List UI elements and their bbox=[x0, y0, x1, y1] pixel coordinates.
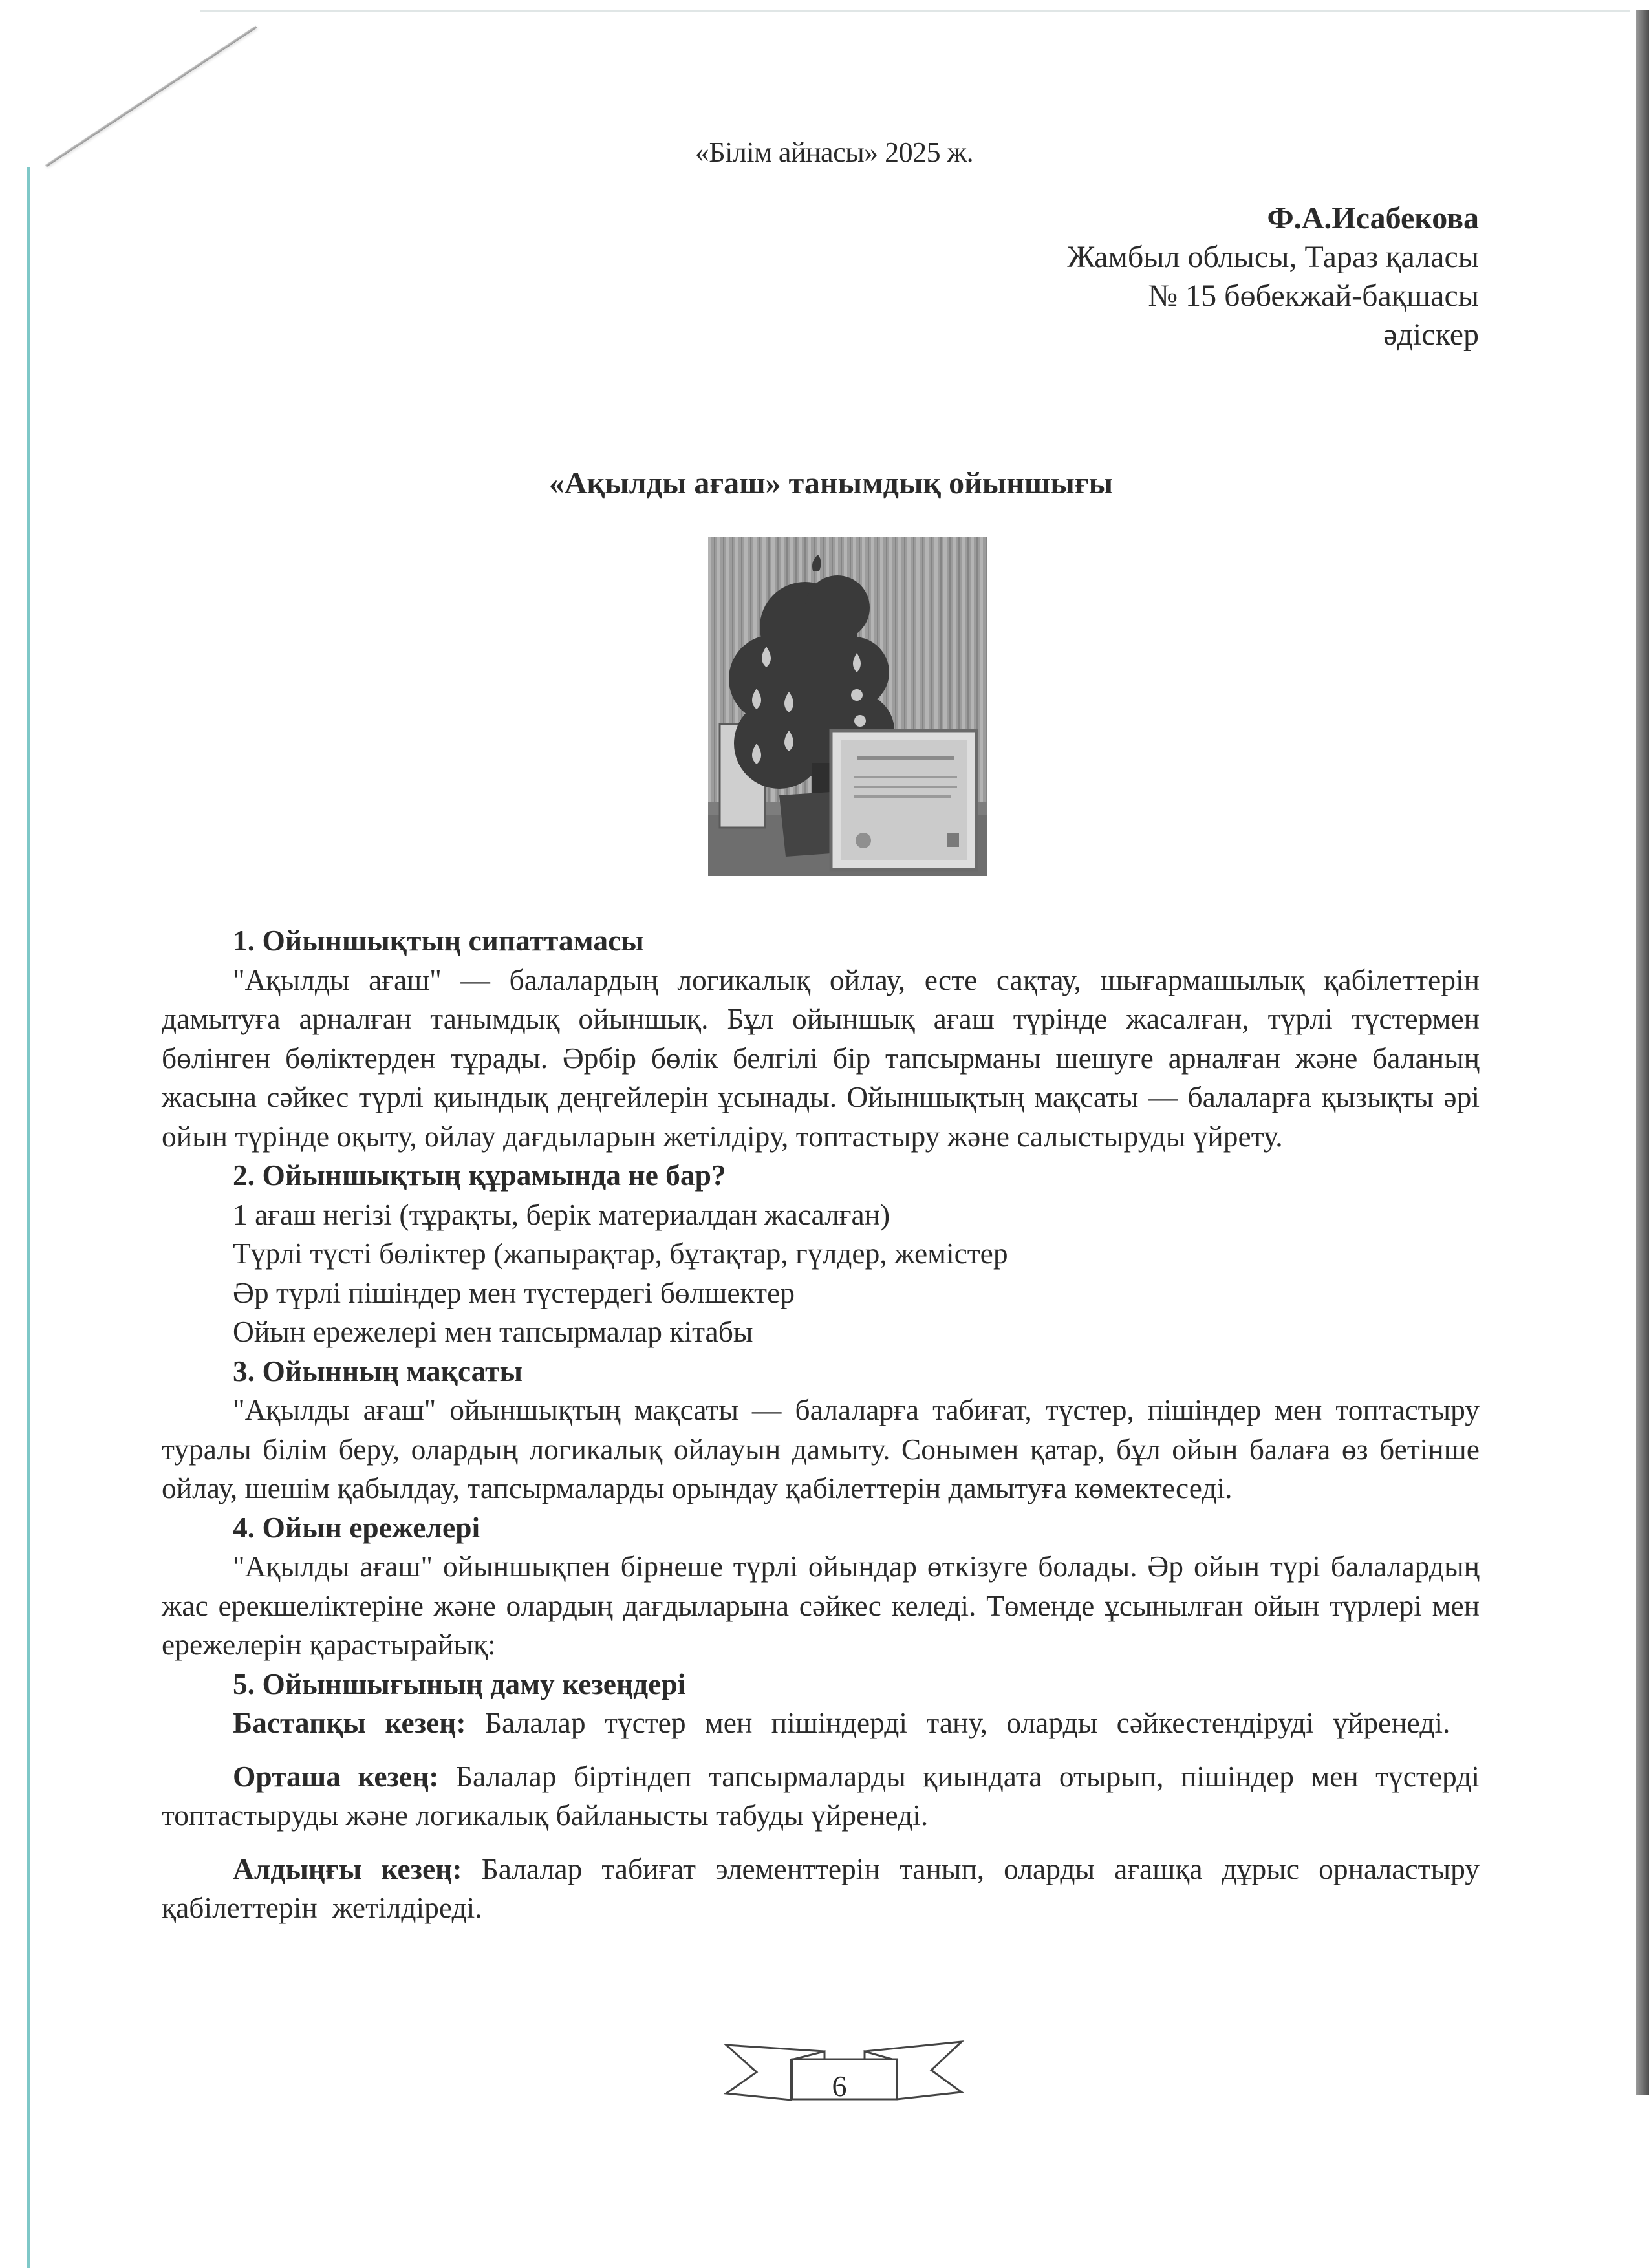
article-body bbox=[162, 921, 1480, 1928]
stage-label: Орташа кезең: bbox=[233, 1759, 439, 1793]
stage-label: Алдыңғы кезең: bbox=[233, 1852, 462, 1885]
scan-right-shadow bbox=[1636, 10, 1649, 2095]
author-region: Жамбыл облысы, Тараз қаласы bbox=[1067, 240, 1479, 274]
section-1-heading: 1. Ойыншықтың сипаттамасы bbox=[233, 924, 644, 957]
page-number: 6 bbox=[832, 2070, 847, 2102]
stage-text: Балалар біртіндеп тапсырмаларды қиындата отырып, пішіндер мен түстерді топтастыруды және логикалық байланысты табуды үйренеді. bbox=[162, 1759, 1480, 1832]
journal-header: «Білім айнасы» 2025 ж. bbox=[695, 136, 974, 168]
scan-top-edge bbox=[200, 10, 1630, 12]
photo-certificate bbox=[831, 731, 976, 870]
section-3-heading: 3. Ойынның мақсаты bbox=[233, 1354, 523, 1387]
component-item: Әр түрлі пішіндер мен түстердегі бөлшектер bbox=[233, 1276, 795, 1309]
section-5-heading: 5. Ойыншығының даму кезеңдері bbox=[233, 1667, 686, 1700]
stage-middle bbox=[162, 1757, 1480, 1835]
stage-initial bbox=[162, 1704, 1480, 1743]
section-1-paragraph: "Ақылды ағаш" — балалардың логикалық ойлау, есте сақтау, шығармашылық қабілеттерін дамытуға арналған танымдық ойыншық. Бұл ойыншық ағаш түрінде жасалған, түрлі түстермен бөлінген бөліктерден тұрады. Әрбір бөлік белгілі бір тапсырманы шешуге арналған және баланың жасына сәйкес түрлі қиындық деңгейлерін ұсынады. Ойыншықтың мақсаты — балаларға қызықты әрі ойын түрінде оқыту, ойлау дағдыларын жетілдіру, топтастыру және салыстыруды үйрету. bbox=[162, 963, 1480, 1153]
stage-text: Балалар түстер мен пішіндерді тану, оларды сәйкестендіруді үйренеді. bbox=[484, 1706, 1450, 1739]
section-4-heading: 4. Ойын ережелері bbox=[233, 1510, 480, 1544]
article-title: «Ақылды ағаш» танымдық ойыншығы bbox=[548, 466, 1114, 500]
component-item: Ойын ережелері мен тапсырмалар кітабы bbox=[233, 1315, 753, 1348]
component-item: 1 ағаш негізі (тұрақты, берік материалдан жасалған) bbox=[233, 1197, 890, 1231]
author-block bbox=[1067, 199, 1479, 354]
author-position: әдіскер bbox=[1383, 317, 1479, 352]
author-institution: № 15 бөбекжай-бақшасы bbox=[1148, 279, 1479, 313]
stage-advanced bbox=[162, 1850, 1480, 1928]
section-3-paragraph: "Ақылды ағаш" ойыншықтың мақсаты — балаларға табиғат, түстер, пішіндер мен топтастыру туралы білім беру, олардың логикалық ойлауын дамыту. Сонымен қатар, бұл ойын балаға өз бетінше ойлау, шешім қабылдау, тапсырмаларды орындау қабілеттерін дамытуға көмектеседі. bbox=[162, 1393, 1480, 1504]
stage-text: Балалар табиғат элементтерін танып, оларды ағашқа дұрыс орналастыру қабілеттерін жетілдіреді. bbox=[162, 1852, 1480, 1924]
section-2-heading: 2. Ойыншықтың құрамында не бар? bbox=[233, 1159, 726, 1192]
stage-label: Бастапқы кезең: bbox=[233, 1706, 466, 1739]
component-item: Түрлі түсті бөліктер (жапырақтар, бұтақтар, гүлдер, жемістер bbox=[233, 1237, 1008, 1270]
section-4-paragraph: "Ақылды ағаш" ойыншықпен бірнеше түрлі ойындар өткізуге болады. Әр ойын түрі балалардың жас ерекшеліктеріне және олардың дағдыларына сәйкес келеді. Төменде ұсынылған ойын түрлері мен ережелерін қарастырайық: bbox=[162, 1550, 1480, 1661]
tree-toy-photo bbox=[708, 537, 987, 876]
author-name: Ф.А.Исабекова bbox=[1267, 201, 1479, 235]
